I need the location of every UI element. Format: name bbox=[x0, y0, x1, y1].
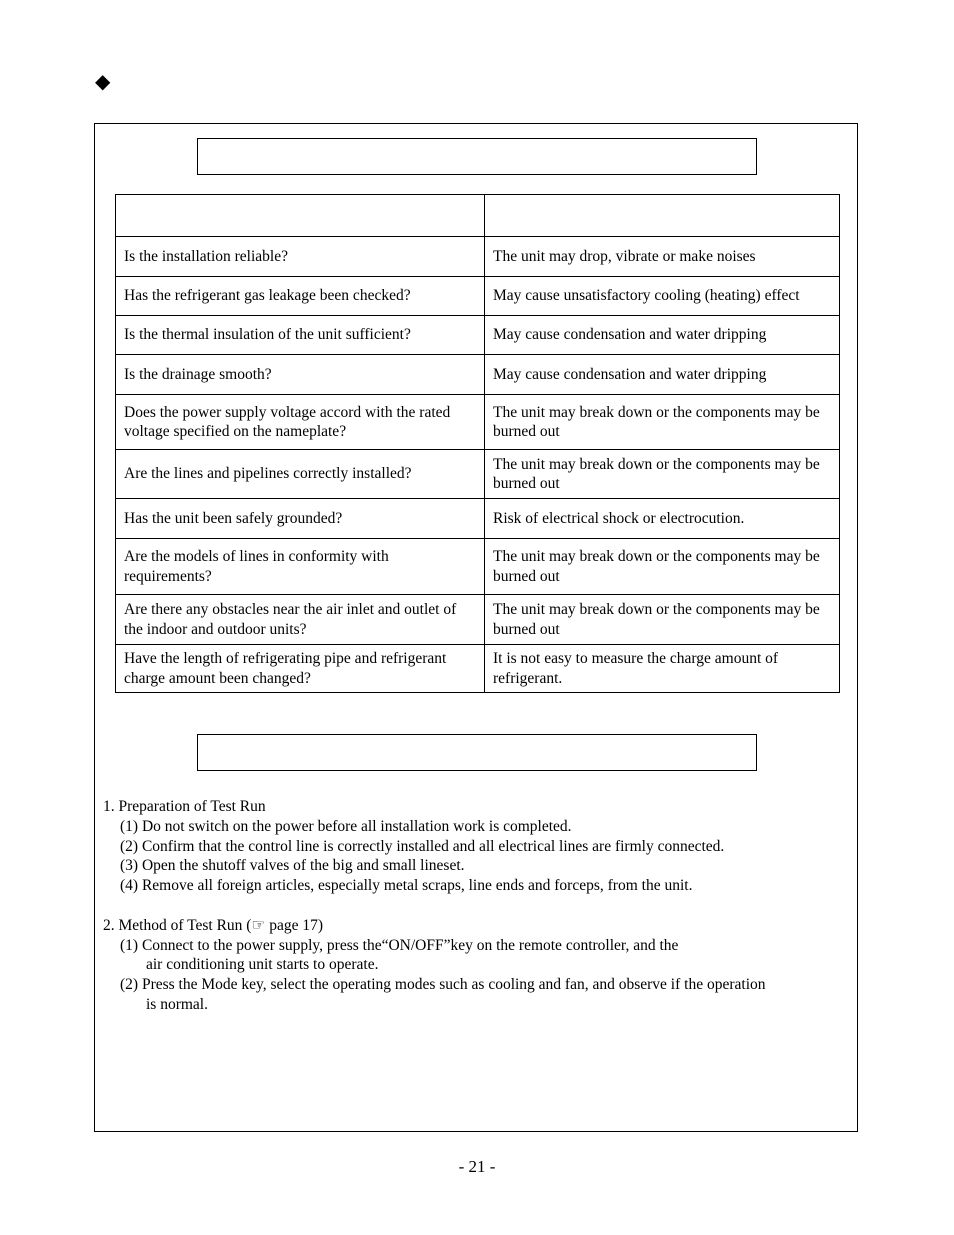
table-header-row bbox=[116, 195, 840, 237]
prep-title: 1. Preparation of Test Run bbox=[103, 798, 266, 815]
consequence-cell: The unit may break down or the components may be burned out bbox=[485, 395, 840, 450]
method-item: (1) Connect to the power supply, press the“ON/OFF”key on the remote controller, and the bbox=[120, 936, 679, 954]
checklist-title-box bbox=[197, 138, 757, 175]
bullet-diamond-icon: ◆ bbox=[95, 71, 111, 93]
method-item-continuation: air conditioning unit starts to operate. bbox=[146, 956, 379, 974]
table-row bbox=[116, 395, 840, 450]
consequence-cell: The unit may break down or the components may be burned out bbox=[485, 595, 840, 645]
table-row bbox=[116, 237, 840, 277]
prep-item: (2) Confirm that the control line is correctly installed and all electrical lines are firmly connected. bbox=[120, 837, 725, 855]
check-item-cell: Has the refrigerant gas leakage been checked? bbox=[116, 277, 485, 316]
header-cell-item bbox=[116, 195, 485, 237]
check-item-cell: Is the installation reliable? bbox=[116, 237, 485, 277]
table-row bbox=[116, 450, 840, 499]
table-row bbox=[116, 355, 840, 395]
check-item-cell: Is the thermal insulation of the unit sufficient? bbox=[116, 316, 485, 355]
consequence-cell: May cause condensation and water dripping bbox=[485, 316, 840, 355]
consequence-cell: Risk of electrical shock or electrocution. bbox=[485, 499, 840, 539]
method-item: (2) Press the Mode key, select the operating modes such as cooling and fan, and observe if the operation bbox=[120, 976, 766, 994]
prep-item: (1) Do not switch on the power before all installation work is completed. bbox=[120, 817, 572, 835]
consequence-cell: The unit may break down or the components may be burned out bbox=[485, 450, 840, 499]
table-row bbox=[116, 595, 840, 645]
table-row bbox=[116, 316, 840, 355]
check-item-cell: Are the lines and pipelines correctly installed? bbox=[116, 450, 485, 499]
consequence-cell: May cause unsatisfactory cooling (heating) effect bbox=[485, 277, 840, 316]
test-run-section bbox=[103, 797, 848, 1015]
prep-item: (4) Remove all foreign articles, especially metal scraps, line ends and forceps, from the unit. bbox=[120, 877, 693, 895]
table-row bbox=[116, 645, 840, 693]
check-item-cell: Does the power supply voltage accord with the rated voltage specified on the nameplate? bbox=[116, 395, 485, 450]
method-title: 2. Method of Test Run (☞ page 17) bbox=[103, 916, 324, 934]
table-row bbox=[116, 277, 840, 316]
page-number: - 21 - bbox=[458, 1157, 496, 1176]
table-row bbox=[116, 539, 840, 595]
spacer bbox=[103, 896, 848, 916]
test-run-title-box bbox=[197, 734, 757, 771]
consequence-cell: The unit may break down or the components may be burned out bbox=[485, 539, 840, 595]
header-cell-consequence bbox=[485, 195, 840, 237]
check-item-cell: Are there any obstacles near the air inlet and outlet of the indoor and outdoor units? bbox=[116, 595, 485, 645]
check-item-cell: Are the models of lines in conformity with requirements? bbox=[116, 539, 485, 595]
check-item-cell: Is the drainage smooth? bbox=[116, 355, 485, 395]
consequence-cell: The unit may drop, vibrate or make noises bbox=[485, 237, 840, 277]
checklist-table bbox=[115, 194, 840, 693]
table-row bbox=[116, 499, 840, 539]
method-item-continuation: is normal. bbox=[146, 995, 208, 1013]
check-item-cell: Have the length of refrigerating pipe and refrigerant charge amount been changed? bbox=[116, 645, 485, 693]
prep-item: (3) Open the shutoff valves of the big and small lineset. bbox=[120, 857, 465, 875]
consequence-cell: May cause condensation and water dripping bbox=[485, 355, 840, 395]
check-item-cell: Has the unit been safely grounded? bbox=[116, 499, 485, 539]
consequence-cell: It is not easy to measure the charge amount of refrigerant. bbox=[485, 645, 840, 693]
